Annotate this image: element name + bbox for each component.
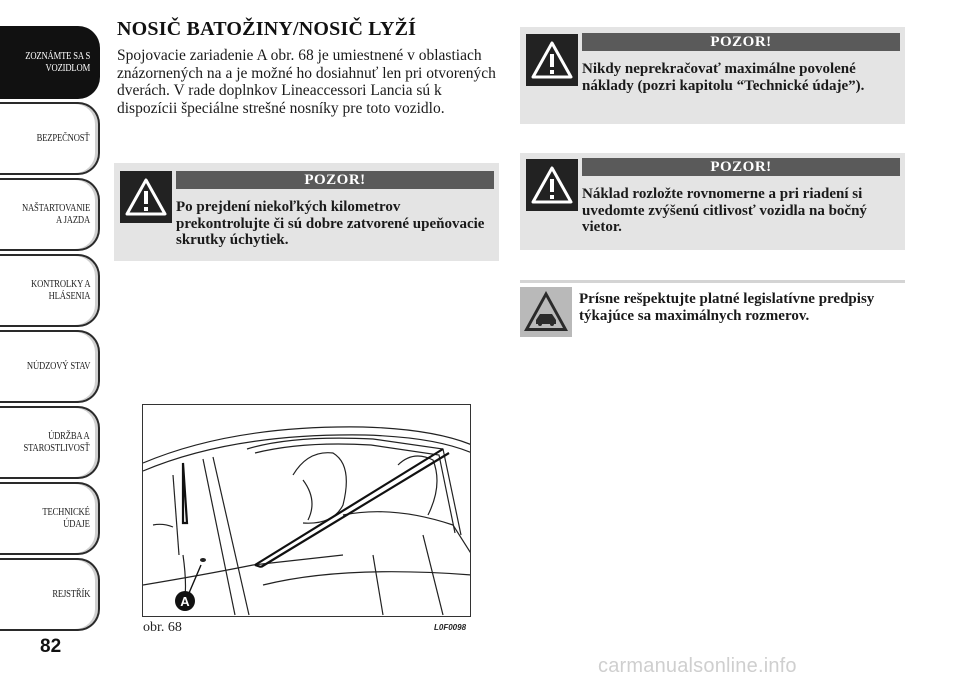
tab-label: ZOZNÁMTE SA S VOZIDLOM <box>25 50 90 74</box>
warning-box <box>520 153 905 250</box>
tab-technicke-udaje[interactable] <box>0 482 100 555</box>
section-divider <box>520 280 905 283</box>
warning-text <box>582 186 898 236</box>
watermark: carmanualsonline.info <box>598 655 797 677</box>
tab-udrzba-a-starostlivost[interactable] <box>0 406 100 479</box>
section-body: Spojovacie zariadenie A obr. 68 je umiestnené v oblastiach znázornených na a je možné ho dosiahnuť len pri otvorených dverách. V rade doplnkov Lineaccessori Lancia sú k dispozícii špeciálne strešné nosníky pre toto vozidlo. <box>117 47 496 117</box>
tab-bezpecnost[interactable] <box>0 102 100 175</box>
warning-heading: POZOR! <box>176 171 494 189</box>
tab-label: NAŠTARTOVANIE A JAZDA <box>21 202 90 226</box>
tab-rejstrik[interactable] <box>0 558 100 631</box>
callout-a: A <box>180 594 190 609</box>
warning-text-content: Nikdy neprekračovať maximálne povolené náklady (pozri kapitolu “Technické údaje”). <box>582 61 865 94</box>
page-number: 82 <box>40 636 62 657</box>
warning-triangle-icon <box>526 34 578 86</box>
figure-roof-rack-attachment <box>142 404 471 617</box>
legal-note-text: Prísne rešpektujte platné legislatívne predpisy týkajúce sa maximálnych rozmerov. <box>579 291 875 324</box>
tab-label: REJSTŘÍK <box>52 588 90 600</box>
figure-caption: obr. 68 <box>143 620 182 635</box>
tab-label: KONTROLKY A HLÁSENIA <box>30 278 90 302</box>
warning-text-content: Náklad rozložte rovnomerne a pri riadení si uvedomte zvýšenú citlivosť vozidla na bočný vietor. <box>582 186 867 235</box>
tab-kontrolky-a-hlasenia[interactable] <box>0 254 100 327</box>
tab-zoznamte-sa-s-vozidlom[interactable] <box>0 26 100 99</box>
car-road-icon <box>520 287 572 337</box>
car-door-illustration <box>143 405 471 617</box>
tab-nastartovanie-a-jazda[interactable] <box>0 178 100 251</box>
warning-text <box>176 199 492 249</box>
warning-box <box>520 27 905 124</box>
tab-label: BEZPEČNOSŤ <box>37 132 90 144</box>
tab-nudzovy-stav[interactable] <box>0 330 100 403</box>
tab-label: ÚDRŽBA A STAROSTLIVOSŤ <box>23 430 90 454</box>
warning-text-content: Po prejdení niekoľkých kilometrov prekontrolujte či sú dobre zatvorené upeňovacie skrutky úchytiek. <box>176 199 485 248</box>
warning-text <box>582 61 898 94</box>
tab-label: TECHNICKÉ ÚDAJE <box>42 506 90 530</box>
section-title: NOSIČ BATOŽINY/NOSIČ LYŽÍ <box>117 18 417 40</box>
tab-label: NÚDZOVÝ STAV <box>26 360 90 372</box>
warning-heading: POZOR! <box>582 33 900 51</box>
figure-code: L0F0098 <box>434 623 467 632</box>
warning-box <box>114 163 499 261</box>
warning-triangle-icon <box>526 159 578 211</box>
warning-triangle-icon <box>120 171 172 223</box>
warning-heading: POZOR! <box>582 158 900 176</box>
